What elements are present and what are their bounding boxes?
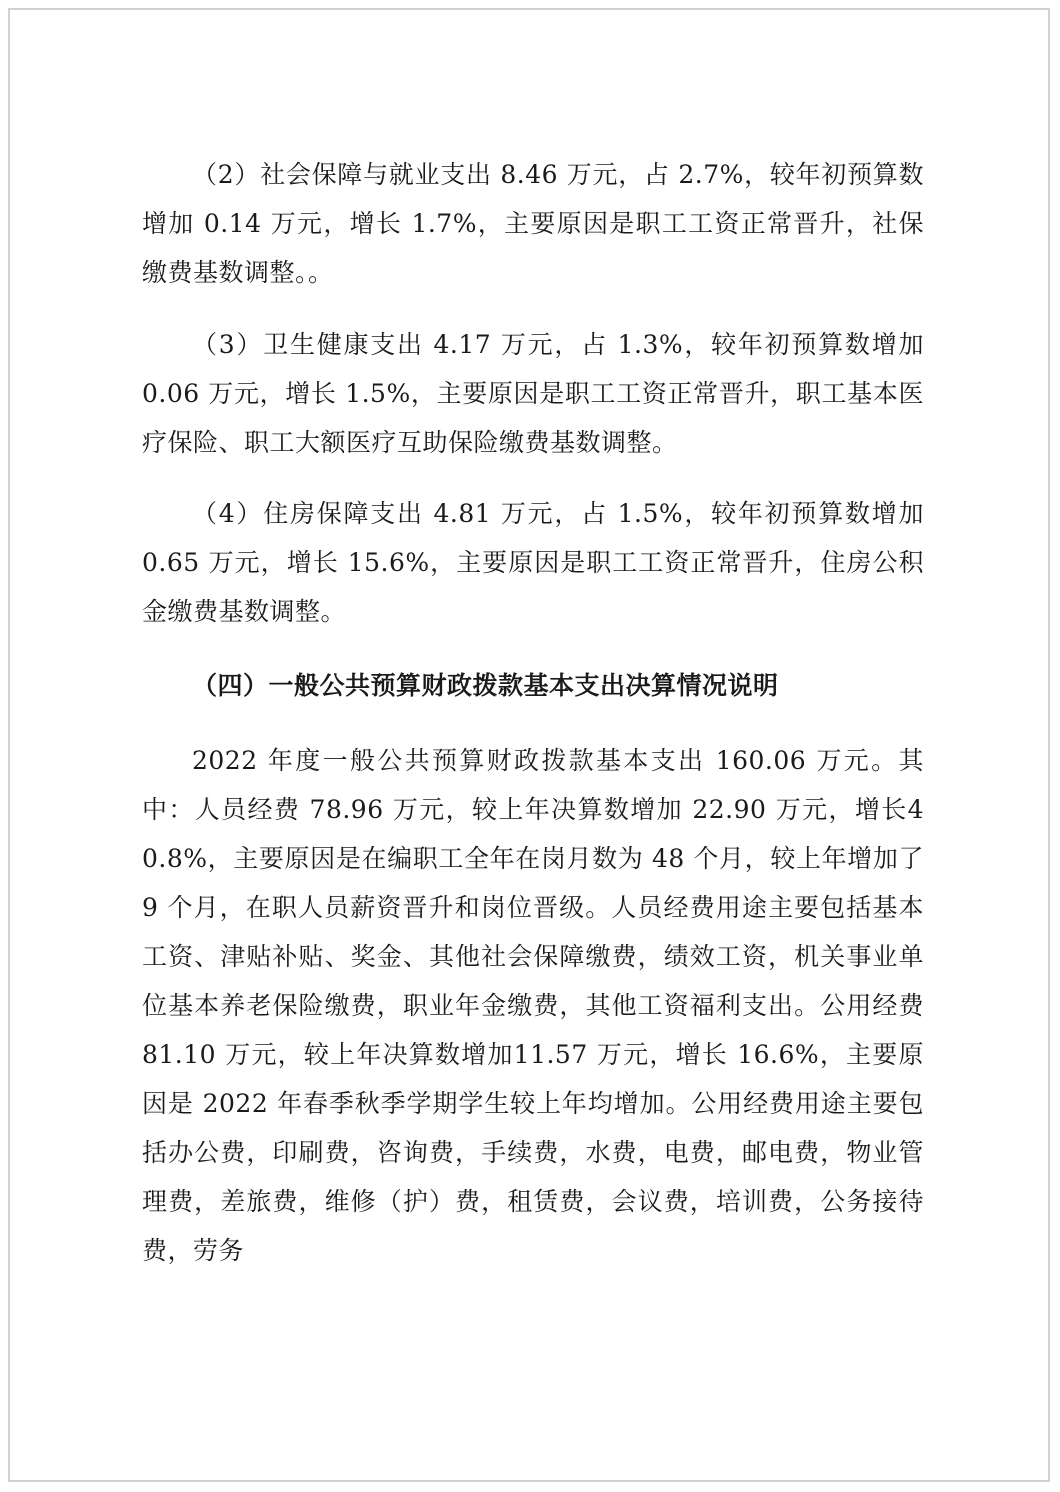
document-body [142, 150, 924, 1275]
section-heading: （四）一般公共预算财政拨款基本支出决算情况说明 [192, 671, 779, 700]
paragraph-social-security: （2）社会保障与就业支出 8.46 万元，占 2.7%，较年初预算数增加 0.14 万元，增长 1.7%，主要原因是职工工资正常晋升，社保缴费基数调整。。 [142, 160, 924, 287]
document-page [8, 8, 1050, 1482]
paragraph-housing: （4）住房保障支出 4.81 万元，占 1.5%，较年初预算数增加 0.65 万元，增长 15.6%，主要原因是职工工资正常晋升，住房公积金缴费基数调整。 [142, 499, 924, 626]
paragraph-health: （3）卫生健康支出 4.17 万元，占 1.3%，较年初预算数增加 0.06 万元，增长 1.5%，主要原因是职工工资正常晋升，职工基本医疗保险、职工大额医疗互助保险缴费基数调整。 [142, 330, 924, 457]
paragraph-basic-expenditure: 2022 年度一般公共预算财政拨款基本支出 160.06 万元。其中：人员经费 78.96 万元，较上年决算数增加 22.90 万元，增长40.8%，主要原因是在编职工全年在岗月数为 48 个月，较上年增加了 9 个月，在职人员薪资晋升和岗位晋级。人员经费用途主要包括基本工资、津贴补贴、奖金、其他社会保障缴费，绩效工资，机关事业单位基本养老保险缴费，职业年金缴费，其他工资福利支出。公用经费 81.10 万元，较上年决算数增加11.57 万元，增长 16.6%，主要原因是 2022 年春季秋季学期学生较上年均增加。公用经费用途主要包括办公费，印刷费，咨询费，手续费，水费，电费，邮电费，物业管理费，差旅费，维修（护）费，租赁费，会议费，培训费，公务接待费，劳务 [142, 746, 924, 1265]
